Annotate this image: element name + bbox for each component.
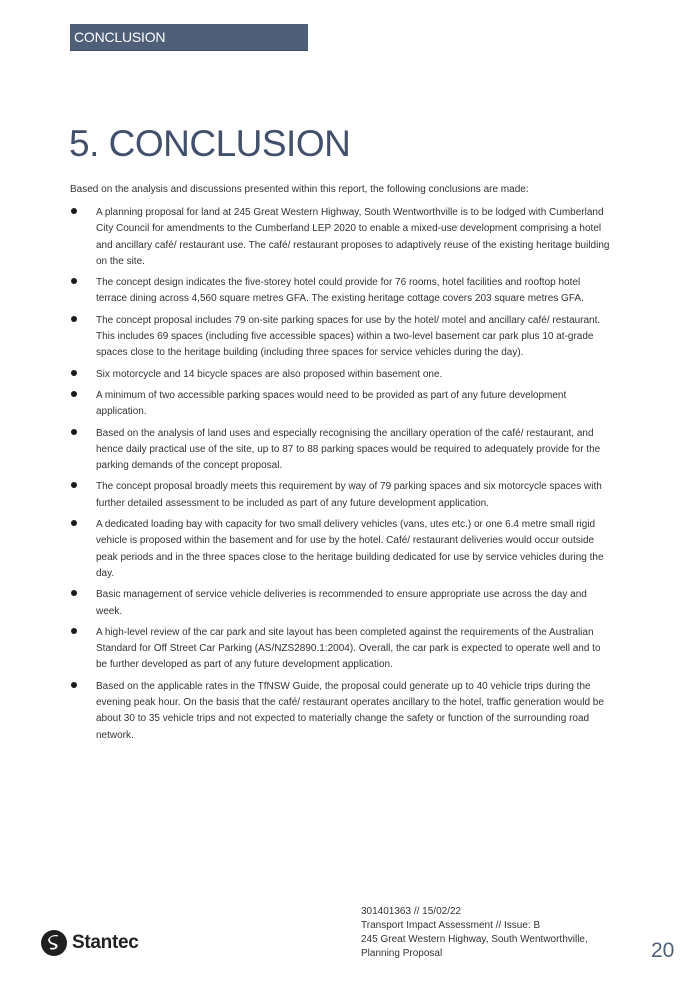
list-item bbox=[70, 625, 610, 674]
footer-info bbox=[361, 905, 631, 961]
list-item bbox=[70, 517, 610, 582]
list-item-text: A high-level review of the car park and site layout has been completed against the requirements of the Australian Standard for Off Street Car Parking (AS/NZS2890.1:2004). Overall, the car park is expected to operate well and to be further developed as part of any future development application. bbox=[96, 626, 601, 671]
bullet-icon bbox=[71, 682, 77, 688]
list-item bbox=[70, 679, 610, 744]
bullet-icon bbox=[71, 429, 77, 435]
list-item bbox=[70, 388, 610, 421]
bullet-icon bbox=[71, 208, 77, 214]
list-item bbox=[70, 275, 610, 308]
list-item bbox=[70, 587, 610, 620]
footer-line: Planning Proposal bbox=[361, 948, 443, 959]
list-item-text: Basic management of service vehicle deliveries is recommended to ensure appropriate use across the day and week. bbox=[96, 589, 587, 617]
conclusion-list bbox=[70, 205, 610, 749]
list-item-text: Six motorcycle and 14 bicycle spaces are also proposed within basement one. bbox=[96, 368, 443, 380]
page-number: 20 bbox=[651, 939, 675, 962]
bullet-icon bbox=[71, 482, 77, 488]
list-item-text: Based on the analysis of land uses and especially recognising the ancillary operation of the café/ restaurant, and hence daily practical use of the site, up to 87 to 88 parking spaces would be required to adequately provide for the parking demands of the concept proposal. bbox=[96, 427, 601, 472]
list-item bbox=[70, 426, 610, 475]
list-item bbox=[70, 367, 610, 383]
list-item-text: A minimum of two accessible parking spaces would need to be provided as part of any future development application. bbox=[96, 389, 567, 418]
list-item-text: A dedicated loading bay with capacity for two small delivery vehicles (vans, utes etc.) or one 6.4 metre small rigid vehicle is proposed within the basement and for use by the hotel. Café/ restaurant deliveries would occur outside peak periods and in the three spaces close to the heritage building dedicated for use by service vehicles during the day. bbox=[96, 519, 604, 579]
list-item bbox=[70, 479, 610, 512]
list-item-text: The concept proposal includes 79 on-site parking spaces for use by the hotel/ motel and ancillary café/ restaurant. This includes 69 spaces (including five accessible spaces) within a two-level basement car park plus 10 at-grade spaces close to the heritage building (including three spaces for service vehicles during the day). bbox=[96, 314, 601, 359]
bullet-icon bbox=[71, 391, 77, 397]
list-item bbox=[70, 205, 610, 270]
intro-paragraph: Based on the analysis and discussions presented within this report, the following conclusions are made: bbox=[70, 184, 529, 195]
list-item bbox=[70, 313, 610, 362]
logo-wordmark: Stantec bbox=[72, 932, 139, 953]
footer-line: 301401363 // 15/02/22 bbox=[361, 906, 462, 917]
list-item-text: A planning proposal for land at 245 Great Western Highway, South Wentworthville is to be lodged with Cumberland City Council for amendments to the Cumberland LEP 2020 to enable a mixed-use development comprising a hotel and ancillary café/ restaurant use. The café/ restaurant proposes to adaptively reuse of the existing heritage building on the site. bbox=[96, 207, 610, 267]
stantec-logo bbox=[40, 928, 139, 958]
list-item-text: Based on the applicable rates in the TfNSW Guide, the proposal could generate up to 40 vehicle trips during the evening peak hour. On the basis that the café/ restaurant operates ancillary to the hotel, traffic generation would be about 30 to 35 vehicle trips and not expected to materially change the safety or function of the surrounding road network. bbox=[96, 680, 604, 741]
section-header-tab: CONCLUSION bbox=[70, 24, 308, 51]
stantec-logo-icon bbox=[40, 929, 68, 957]
page-title: 5. CONCLUSION bbox=[69, 123, 351, 164]
bullet-icon bbox=[71, 370, 77, 376]
list-item-text: The concept design indicates the five-storey hotel could provide for 76 rooms, hotel facilities and rooftop hotel terrace dining across 4,560 square metres GFA. The existing heritage cottage covers 203 square metres GFA. bbox=[96, 277, 584, 305]
list-item-text: The concept proposal broadly meets this requirement by way of 79 parking spaces and six motorcycle spaces with further detailed assessment to be included as part of any future development application. bbox=[96, 481, 602, 509]
bullet-icon bbox=[71, 590, 77, 596]
footer-line: Transport Impact Assessment // Issue: B bbox=[361, 920, 541, 931]
bullet-icon bbox=[71, 520, 77, 526]
bullet-icon bbox=[71, 316, 77, 322]
footer-line: 245 Great Western Highway, South Wentworthville, bbox=[361, 934, 588, 945]
bullet-icon bbox=[71, 628, 77, 634]
bullet-icon bbox=[71, 278, 77, 284]
